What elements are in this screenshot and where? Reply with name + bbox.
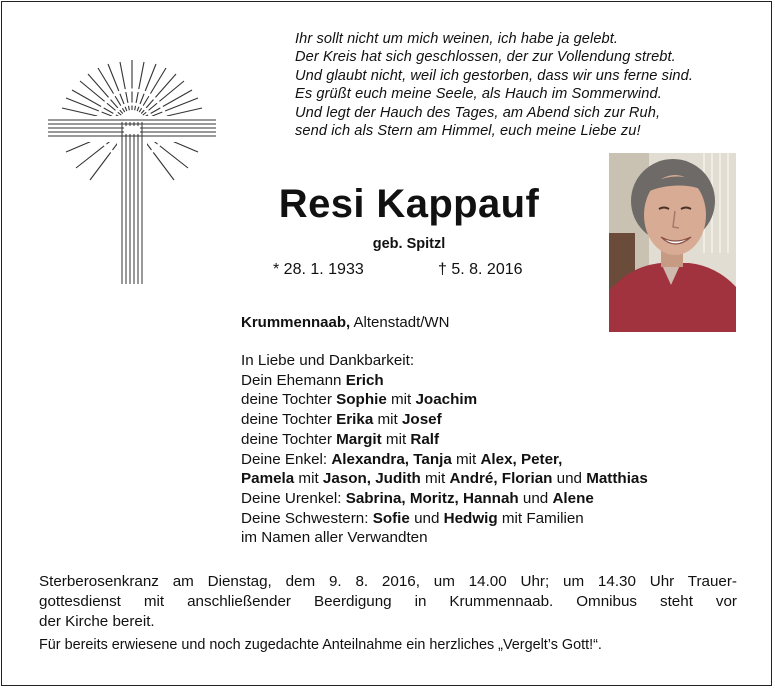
mourner-line: [241, 489, 648, 509]
connector: und: [409, 509, 444, 527]
service-info: [39, 572, 737, 631]
mourner-name: Matthias: [586, 470, 648, 488]
mourner-name: Alexandra, Tanja: [331, 450, 452, 468]
mourner-line: [241, 410, 648, 430]
mourner-line: [241, 469, 648, 489]
mourner-name: Erika: [336, 411, 374, 429]
mourner-name: Margit: [336, 430, 382, 448]
thanks-note: Für bereits erwiesene und noch zugedachte Anteilnahme ein herzliches „Vergelt’s Gott!“.: [39, 637, 602, 653]
mourner-name: Jason, Judith: [322, 470, 421, 488]
mourners-closing: im Namen aller Verwandten: [241, 529, 428, 547]
relation: Deine Enkel:: [241, 450, 332, 468]
connector: mit: [386, 391, 416, 409]
relation: Dein Ehemann: [241, 371, 346, 389]
relation: deine Tochter: [241, 430, 337, 448]
mourner-name: Alex, Peter,: [480, 450, 563, 468]
mourner-name: Alene: [552, 489, 594, 507]
mourner-name: Joachim: [415, 391, 478, 409]
mourner-name: Sabrina, Moritz, Hannah: [345, 489, 519, 507]
poem-line: Der Kreis hat sich geschlossen, der zur Vollendung strebt.: [295, 49, 676, 66]
mourner-line: [241, 371, 648, 391]
poem-line: send ich als Stern am Himmel, euch meine Liebe zu!: [295, 123, 641, 140]
place-line: [241, 314, 449, 331]
connector: mit: [381, 430, 411, 448]
poem-line: Es grüßt euch meine Seele, als Hauch im Sommerwind.: [295, 86, 662, 103]
mourner-name: Erich: [345, 371, 384, 389]
relation: deine Tochter: [241, 411, 337, 429]
mourner-name: Sophie: [336, 391, 387, 409]
service-line: der Kirche bereit.: [39, 612, 155, 630]
cross-sunburst-icon: [44, 56, 220, 288]
mourner-line: [241, 390, 648, 410]
poem-line: Ihr sollt nicht um mich weinen, ich habe ja gelebt.: [295, 31, 619, 47]
connector: und: [518, 489, 553, 507]
mourners-list: [241, 351, 648, 548]
mourner-line: [241, 450, 648, 470]
mourner-name: Hedwig: [443, 509, 498, 527]
relation: Deine Urenkel:: [241, 489, 346, 507]
mourner-line: [241, 430, 648, 450]
death-date: † 5. 8. 2016: [438, 261, 523, 278]
connector: mit Familien: [497, 509, 584, 527]
portrait-photo: [609, 153, 736, 332]
mourner-name: Josef: [401, 411, 442, 429]
connector: und: [552, 470, 587, 488]
poem-line: Und glaubt nicht, weil ich gestorben, dass wir uns ferne sind.: [295, 67, 694, 84]
mourner-name: Pamela: [241, 470, 295, 488]
mourner-name: Sofie: [372, 509, 410, 527]
mourner-name: Ralf: [410, 430, 440, 448]
mourners-intro: In Liebe und Dankbarkeit:: [241, 352, 415, 369]
connector: mit: [420, 470, 450, 488]
deceased-name: Resi Kappauf: [278, 182, 540, 226]
birth-date: * 28. 1. 1933: [273, 261, 364, 278]
place-region: Altenstadt/WN: [353, 314, 450, 331]
relation: Deine Schwestern:: [241, 509, 373, 527]
connector: mit: [373, 411, 402, 429]
connector: mit: [451, 450, 481, 468]
poem: [295, 30, 755, 140]
place-town: Krummennaab,: [241, 314, 351, 331]
poem-line: Und legt der Hauch des Tages, am Abend sich zur Ruh,: [295, 104, 661, 121]
mourner-name: André, Florian: [449, 470, 553, 488]
maiden-name: geb. Spitzl: [372, 236, 446, 252]
service-line: gottesdienst mit anschließender Beerdigung in Krummennaab. Omnibus steht vor: [39, 592, 737, 610]
service-line: Sterberosenkranz am Dienstag, dem 9. 8. 2016, um 14.00 Uhr; um 14.30 Uhr Trauer-: [39, 573, 737, 590]
connector: mit: [294, 470, 323, 488]
mourner-line: [241, 509, 648, 529]
relation: deine Tochter: [241, 391, 337, 409]
